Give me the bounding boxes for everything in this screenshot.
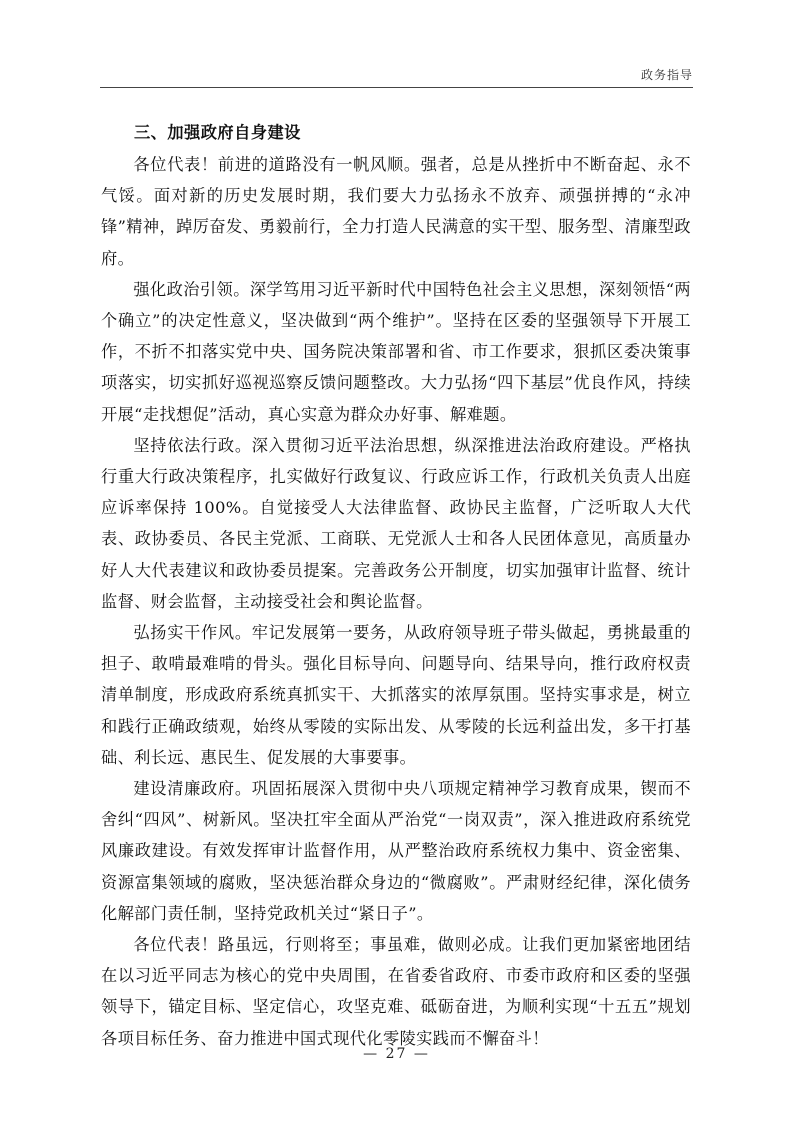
paragraph: 各位代表！前进的道路没有一帆风顺。强者，总是从挫折中不断奋起、永不气馁。面对新的历史发展时期，我们要大力弘扬永不放弃、顽强拼搏的“永冲锋”精神，踔厉奋发、勇毅前行，全力打造人民满意的实干型、服务型、清廉型政府。 [101, 155, 691, 268]
page-body [101, 113, 691, 1054]
paragraph: 弘扬实干作风。牢记发展第一要务，从政府领导班子带头做起，勇挑最重的担子、敢啃最难啃的骨头。强化目标导向、问题导向、结果导向，推行政府权责清单制度，形成政府系统真抓实干、大抓落实的浓厚氛围。坚持实事求是，树立和践行正确政绩观，始终从零陵的实际出发、从零陵的长远利益出发，多干打基础、利长远、惠民生、促发展的大事要事。 [101, 623, 691, 767]
header-divider [100, 87, 693, 88]
paragraph: 强化政治引领。深学笃用习近平新时代中国特色社会主义思想，深刻领悟“两个确立”的决定性意义，坚决做到“两个维护”。坚持在区委的坚强领导下开展工作，不折不扣落实党中央、国务院决策部署和省、市工作要求，狠抓区委决策事项落实，切实抓好巡视巡察反馈问题整改。大力弘扬“四下基层”优良作风，持续开展“走找想促”活动，真心实意为群众办好事、解难题。 [101, 279, 691, 424]
section-heading: 三、加强政府自身建设 [134, 123, 301, 142]
paragraph: 坚持依法行政。深入贯彻习近平法治思想，纵深推进法治政府建设。严格执行重大行政决策程序，扎实做好行政复议、行政应诉工作，行政机关负责人出庭应诉率保持 100%。自觉接受人大法律监督、政协民主监督，广泛听取人大代表、政协委员、各民主党派、工商联、无党派人士和各人民团体意见，高质量办好人大代表建议和政协委员提案。完善政务公开制度，切实加强审计监督、统计监督、财会监督，主动接受社会和舆论监督。 [101, 435, 691, 611]
paragraph: 各位代表！路虽远，行则将至；事虽难，做则必成。让我们更加紧密地团结在以习近平同志为核心的党中央周围，在省委省政府、市委市政府和区委的坚强领导下，锚定目标、坚定信心，攻坚克难、砥砺奋进，为顺利实现“十五五”规划各项目标任务、奋力推进中国式现代化零陵实践而不懈奋斗！ [101, 935, 691, 1048]
running-header: 政务指导 [640, 68, 693, 82]
paragraph: 建设清廉政府。巩固拓展深入贯彻中央八项规定精神学习教育成果，锲而不舍纠“四风”、树新风。坚决扛牢全面从严治党“一岗双责”，深入推进政府系统党风廉政建设。有效发挥审计监督作用，从严整治政府系统权力集中、资金密集、资源富集领域的腐败，坚决惩治群众身边的“微腐败”。严肃财经纪律，深化债务化解部门责任制，坚持党政机关过“紧日子”。 [101, 779, 691, 923]
page-number: — 27 — [363, 1046, 430, 1062]
